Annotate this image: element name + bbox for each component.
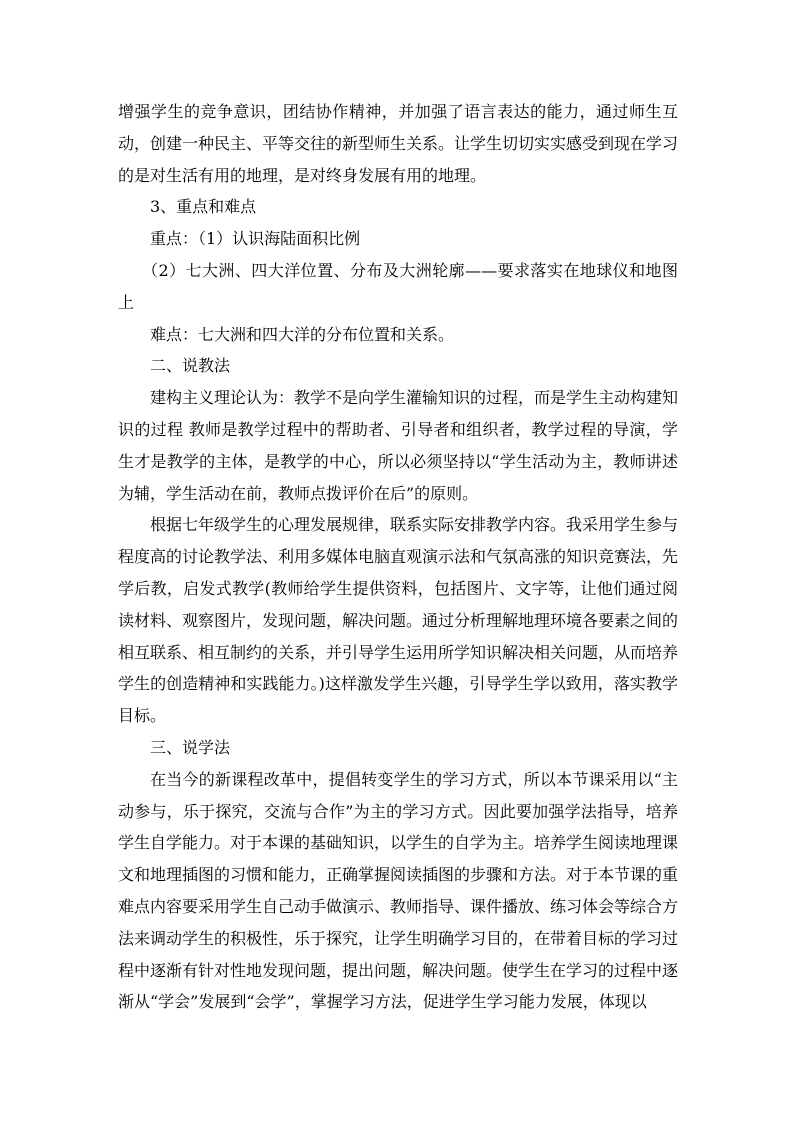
paragraph-key-point-2: （2）七大洲、四大洋位置、分布及大洲轮廓——要求落实在地球仪和地图上 [118, 260, 678, 312]
paragraph-constructivism: 建构主义理论认为：教学不是向学生灌输知识的过程，而是学生主动构建知识的过程 教师是教学过程中的帮助者、引导者和组织者，教学过程的导演，学生才是教学的主体，是教学的中心，所以必须坚持以“学生活动为主，教师讲述为辅，学生活动在前，教师点拨评价在后”的原则。 [118, 388, 679, 503]
paragraph-difficulty: 难点：七大洲和四大洋的分布位置和关系。 [150, 324, 455, 344]
section-heading-teaching-method: 二、说教法 [150, 356, 231, 376]
section-heading-key-points: 3、重点和难点 [150, 197, 257, 217]
section-heading-study-method: 三、说学法 [150, 737, 231, 757]
paragraph-key-point-1: 重点：（1）认识海陆面积比例 [150, 229, 361, 249]
paragraph-teaching-plan: 根据七年级学生的心理发展规律，联系实际安排教学内容。我采用学生参与程度高的讨论教学法、利用多媒体电脑直观演示法和气氛高涨的知识竞赛法，先学后教，启发式教学(教师给学生提供资料，包括图片、文字等，让他们通过阅读材料、观察图片，发现问题，解决问题。通过分析理解地理环境各要素之间的相互联系、相互制约的关系，并引导学生运用所学知识解决相关问题，从而培养学生的创造精神和实践能力。)这样激发学生兴趣，引导学生学以致用，落实教学目标。 [118, 515, 679, 726]
document-page [118, 96, 678, 1018]
paragraph-study-method: 在当今的新课程改革中，提倡转变学生的学习方式，所以本节课采用以“主动参与，乐于探究，交流与合作”为主的学习方式。因此要加强学法指导，培养学生自学能力。对于本课的基础知识，以学生的自学为主。培养学生阅读地理课文和地理插图的习惯和能力，正确掌握阅读插图的步骤和方法。对于本节课的重难点内容要采用学生自己动手做演示、教师指导、课件播放、练习体会等综合方法来调动学生的积极性，乐于探究，让学生明确学习目的，在带着目标的学习过程中逐渐有针对性地发现问题，提出问题，解决问题。使学生在学习的过程中逐渐从“学会”发展到“会学”，掌握学习方法，促进学生学习能力发展，体现以 [118, 769, 679, 1012]
paragraph-intro: 增强学生的竞争意识，团结协作精神，并加强了语言表达的能力，通过师生互动，创建一种民主、平等交往的新型师生关系。让学生切切实实感受到现在学习的是对生活有用的地理，是对终身发展有用的地理。 [118, 102, 679, 185]
